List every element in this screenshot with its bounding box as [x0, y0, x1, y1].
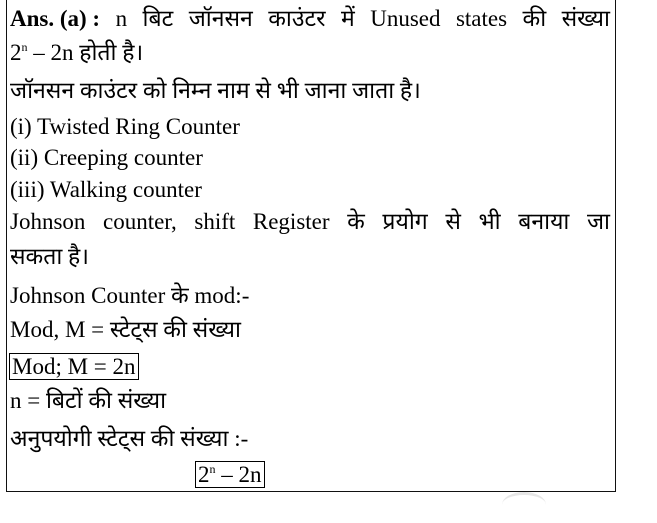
construction-line-1: Johnson counter, shift Register के प्रयोग से भी बनाया जा: [10, 209, 610, 234]
answer-word: जॉनसन: [188, 6, 253, 31]
unused-formula-line: [195, 462, 265, 488]
answer-word: संख्या: [561, 6, 610, 31]
answer-label: Ans. (a) :: [10, 6, 101, 31]
alias-item: (i) Twisted Ring Counter: [10, 114, 240, 139]
answer-frame: [6, 0, 616, 492]
answer-word: की: [522, 6, 547, 31]
n-definition: n = बिटों की संख्या: [10, 388, 167, 413]
answer-line-2: 2$^n$ – 2n होती है।: [10, 40, 144, 65]
answer-line-1: [10, 6, 610, 32]
answer-word: n: [115, 6, 128, 31]
answer-word: Unused: [370, 6, 441, 31]
answer-word: काउंटर: [268, 6, 326, 31]
watermark-arc: [502, 492, 546, 517]
alias-item: (ii) Creeping counter: [10, 145, 203, 170]
mod-formula-line: [9, 354, 139, 380]
alias-item: (iii) Walking counter: [10, 177, 202, 202]
mod-formula-box: Mod; M = 2n: [9, 353, 139, 380]
answer-word: में: [340, 6, 355, 31]
unused-heading: अनुपयोगी स्टेट्स की संख्या :-: [10, 426, 249, 451]
unused-formula-box: 2$^n$ – 2n: [195, 461, 265, 488]
alias-intro: जॉनसन काउंटर को निम्न नाम से भी जाना जाता है।: [10, 78, 421, 103]
answer-word: states: [455, 6, 508, 31]
mod-heading: Johnson Counter के mod:-: [10, 283, 250, 308]
construction-line-2: सकता है।: [10, 244, 89, 269]
answer-word: बिट: [142, 6, 174, 31]
mod-definition: Mod, M = स्टेट्स की संख्या: [10, 317, 241, 342]
